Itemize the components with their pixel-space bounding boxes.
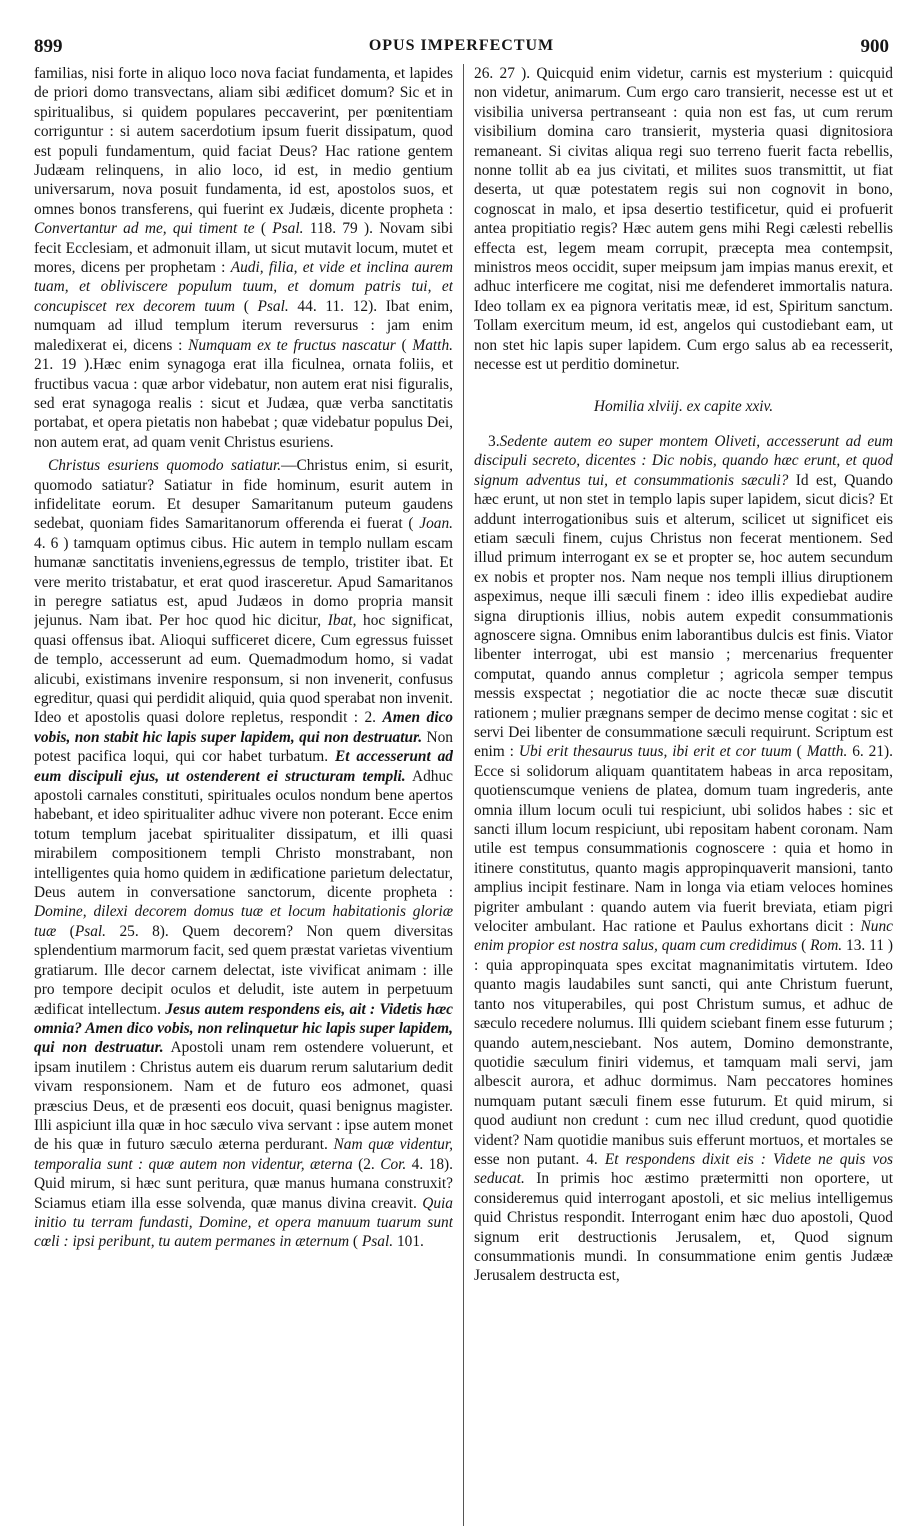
text-run: Convertantur ad me, qui timent te <box>34 220 255 238</box>
text-run: ( <box>797 937 811 955</box>
text-run: 118. 79 ). Novam sibi fecit Ecclesiam, et admonuit illam, ut sicut mutavit locum, mutet et mores, dicens per prophetam : <box>34 220 453 277</box>
text-run: Numquam ex te fructus nascatur <box>188 336 396 354</box>
paragraph <box>474 64 893 375</box>
text-run: Ibat <box>327 612 353 630</box>
text-run: 4. 18). Quid mirum, si hæc sunt peritura, quæ manus humana construxit? Sciamus etiam illa esse solvenda, quæ manus divina creavit. <box>34 1155 453 1212</box>
text-run: 101. <box>393 1233 424 1251</box>
text-run: ( <box>235 297 258 315</box>
text-run: 44. 11. 12). Ibat enim, numquam ad illud templum iterum reversurus : jam enim maledixerat ei, dicens : <box>34 297 453 354</box>
text-run: —Christus enim, si esurit, quomodo satiatur? Satiatur in fide hominum, esurit autem in infidelitate eorum. Et desuper Samaritanum puteum gaudens sedebat, quoniam fides Samaritanorum offerenda ei fuerat ( <box>34 457 453 533</box>
homily-title: Homilia xlviij. ex capite xxiv. <box>593 397 774 415</box>
text-run: Psal. <box>272 220 304 238</box>
text-run: ( <box>56 922 75 940</box>
paragraph <box>34 456 453 1252</box>
paragraph <box>474 432 893 1286</box>
text-run: Nunc enim propior est nostra salus, quam cum credidimus <box>474 918 893 955</box>
text-run: 21. 19 ).Hæc enim synagoga erat illa ficulnea, ornata foliis, et fructibus vacua : quæ arbor videbatur, non autem erat nisi figuralis, sed erat synagoga realis : sicut et Judæa, quæ verba sanctitatis portabat, et opera pietatis non habebat ; quæ videbatur populus Dei, non autem erat, ad quam venit Christus esuriens. <box>34 356 453 451</box>
text-run: 6. 21). Ecce si solidorum aliquam quantitatem habeas in arca repositam, quotienscumque veniens de platea, domum tuam ingrederis, ante omnia illum locum oculi tui respiciunt, ubi solidos habes : sic et sancti illum locum respiciunt, ubi repositam habent coronam. Nam utile est tempus consummationis cognoscere : quia et homo in itinere constitutus, quanto magis appropinquaverit mansioni, tanto amplius incipit festinare. Nam in longa via etiam veloces homines pigriter ambulant : quando autem via fuerit breviata, etiam pigri velociter ambulant. Hac ratione et Paulus exhortans dicit : <box>474 743 893 936</box>
page-number-left: 899 <box>34 36 63 57</box>
page-header <box>34 36 889 62</box>
text-run: Christus esuriens quomodo satiatur. <box>48 457 282 475</box>
text-run: ( <box>395 336 413 354</box>
text-run: Quia initio tu terram fundasti, Domine, et opera manuum tuarum sunt cœli : ipsi peribunt, tu autem permanes in æternum <box>34 1194 453 1251</box>
text-run: Psal. <box>74 922 107 940</box>
text-run: ( <box>254 220 273 238</box>
text-run: Apostoli unam rem ostendere voluerunt, et ipsam inutilem : Christus autem eis duarum rerum salutarium dedit vivam responsionem. Nam et de futuro eos admonet, quasi præscius Deus, et de præsenti eos docuit, quasi benignus magister. Illi aspiciunt illa quæ in hoc sæculo viva servant : ipse autem monet de his quæ in futuro sæculo æterna perdurant. <box>34 1039 453 1154</box>
text-run: Rom. <box>810 937 843 955</box>
text-run: Joan. <box>419 515 453 533</box>
text-run: Amen dico vobis, non stabit hic lapis super lapidem, qui non destruatur. <box>34 709 453 746</box>
text-run: Matth. <box>412 336 453 354</box>
right-column <box>474 64 893 1526</box>
text-run: Adhuc apostoli carnales constituti, spirituales oculos nondum bene apertos habebant, et ideo spiritualiter adhuc vivere non poterant. Ecce enim totum templum jacebat spiritualiter dissipatum, et illi quasi mirabilem compositionem templi Christo monstrabant, non intelligentes quia homo quidem in ædificatione parietum delectatur, Deus autem in conversatione sanctorum, dicente propheta : <box>34 767 453 902</box>
text-run: Psal. <box>361 1233 394 1251</box>
text-run: (2. <box>352 1155 381 1173</box>
text-run: 4. 6 ) tamquam optimus cibus. Hic autem in templo nullam escam humanæ sanctitatis inveniens,egressus de templo, tristiter ibat. Et vere merito tristabatur, et erat quod irasceretur. Apud Samaritanos in peregre satiatus est, apud Judæos in domo propria mansit jejunus. Nam ibat. Per hoc quod hic dicitur, <box>34 534 453 630</box>
left-column <box>34 64 453 1526</box>
text-run: Et respondens dixit eis : Videte ne quis vos seducat. <box>474 1150 893 1188</box>
text-run: Psal. <box>257 297 289 315</box>
paragraph <box>34 64 453 452</box>
text-run: Non potest pacifica loqui, qui cor habet turbatum. <box>34 728 453 766</box>
text-run: 25. 8). Quem decorem? Non quem diversitas splendentium marmorum facit, sed quem præstat varietas viventium gratiarum. Ille decor carnem delectat, iste vivificat animam : ille pro tempore decipit oculos et deludit, iste autem in perpetuum ædificat intellectum. <box>34 922 453 1018</box>
text-run: 3. <box>488 432 500 450</box>
text-run: Audi, filia, et vide et inclina aurem tuam, et obliviscere populum tuum, et domum patris tui, et concupiscet rex decorem tuum <box>34 259 453 315</box>
text-run: 13. 11 ) : quia appropinquata spes excitat magnanimitatis virtutem. Ideo quanto magis laudabiles sunt sancti, qui ante Christum fuerunt, tanto nos vituperabiles, qui post Christum sumus, et adhuc de sæculo recedere nolumus. Illi quidem sciebant finem esse futurum ; quando autem,nesciebant. Nos autem, Domino demonstrante, quotidie sæculum finiri videmus, et tamquam mali servi, jam albescit aurora, et adhuc dormimus. Nam peccatores homines numquam putant sæculi finem esse futurum. Et quid mirum, si quod audiunt non credunt : cum nec illud credunt, quod quotidie vident? Nam quotidie manibus suis efferunt mortuos, et mortales se esse non putant. 4. <box>474 937 893 1168</box>
text-run: Ubi erit thesaurus tuus, ibi erit et cor tuum <box>518 743 792 761</box>
text-run: Et accesserunt ad eum discipuli ejus, ut ostenderent ei structuram templi. <box>34 748 453 785</box>
text-run: 26. 27 ). Quicquid enim videtur, carnis est mysterium : quicquid non videtur, animarum. Cum ergo caro transierit, necesse est ut et visibilia universa pertranseant : quia non est fas, ut cum rerum visibilium domina caro transierit, mysteria quasi dignitosiora remaneant. Si civitas aliqua regi suo terreno fuerit facta rebellis, nonne tollit ab ea jus civitati, et milites suos transmittit, ut fiat deserta, ut quæ potestatem regis sui non cognovit in bono, cognoscat in malo, et ipsa desertio testificetur, quid ei profuerit antea propitiatio regis? Hæc autem gens mihi Regi cælesti rebellis effecta est, legem meam corrupit, præcepta mea contempsit, ministros meos occidit, super meipsum jam impias manus erexit, et adhuc interficere me cogitat, nisi me defenderet immortalis natura. Ideo tollam ex ea pignora veritatis meæ, id est, Spiritum sanctum. Tollam exercitum meum, id est, angelos qui custodiebant eam, ut non stet hic lapis super lapidem. Cum ergo salus ab ea recesserit, necesse est ut perditio dominetur. <box>474 65 893 374</box>
text-run: ( <box>791 743 807 761</box>
text-run: Sedente autem eo super montem Oliveti, accesserunt ad eum discipuli secreto, dicentes : Dic nobis, quando hæc erunt, et quod signum adventus tui, et consummationis sæculi? <box>474 432 893 489</box>
text-run: , hoc significat, quasi offensus ibat. Alioqui sufficeret dicere, Cum egressus fuisset de templo, accesserunt ad eum. Quemadmodum homo, si vadat alicubi, existimans invenire responsum, si non invenerit, confusus egreditur, quasi qui perdidit aliquid, quia quod sperabat non invenit. Ideo et apostolis quasi dolore repletus, respondit : 2. <box>34 612 453 727</box>
text-run: ( <box>349 1233 362 1251</box>
page-number-right: 900 <box>860 36 889 57</box>
running-title: OPUS IMPERFECTUM <box>368 37 555 54</box>
text-run: In primis hoc æstimo prætermitti non oportere, ut consideremus quid interrogant apostoli, et sic melius intelligemus quid Christus respondit. Interrogant enim hæc duo apostoli, Quod signum erit destructionis Jerusalem, et, Quod signum consummationis mundi. In consummatione enim gentis Judææ Jerusalem destructa est, <box>474 1170 893 1285</box>
text-run: Jesus autem respondens eis, ait : Videtis hæc omnia? Amen dico vobis, non relinquetur hic lapis super lapidem, qui non destruatur. <box>34 1000 453 1057</box>
text-run: Nam quæ videntur, temporalia sunt : quæ autem non videntur, æterna <box>34 1136 453 1173</box>
text-run: Domine, dilexi decorem domus tuæ et locum habitationis gloriæ tuæ <box>34 903 453 940</box>
text-run: familias, nisi forte in aliquo loco nova faciat fundamenta, et lapides de priori domo transvectans, aliam sibi ædificet domum? Sic et in spiritualibus, si quidem populares peccaverint, per pœnitentiam corriguntur : si autem sacerdotium ipsum fuerit dissipatum, quod est populi fundamentum, quid faciat Deus? Hac ratione gentem Judæam relinquens, in alio loco, id est, in medio gentium universarum, nova posuit fundamenta, id est, apostolos suos, et omnes bonos transferens, qui fuerint ex Judæis, dicente propheta : <box>34 65 453 218</box>
column-divider <box>463 64 464 1526</box>
text-run: Cor. <box>380 1155 407 1173</box>
text-run: Matth. <box>806 743 848 761</box>
text-run: Id est, Quando hæc erunt, ut non stet in templo lapis super lapidem, sicut dicis? Et addunt interrogationibus suis et alterum, scilicet ut significet eis etiam sæculi finem, cujus Christus non fecerat mentionem. Sed illud primum interrogant ex se et propter se, hoc autem secundum ex nobis et propter nos. Nam neque nos templi illius diruptionem aspeximus, neque illi sæculi finem : ideo illis expediebat audire signa diruptionis illius, nobis autem expedit consummationis agnoscere signa. Omnibus enim laborantibus dulcis est finis. Viator libenter interrogat, ubi est mansio ; mercenarius frequenter computat, quando annus completur ; agricola semper tempus messis exspectat ; negotiatior die ac nocte thecæ suæ discutit rationem ; mulier prægnans semper de decimo mense cogitat : sic et servi Dei libenter de consummatione sæculi requirunt. Scriptum est enim : <box>474 471 893 761</box>
